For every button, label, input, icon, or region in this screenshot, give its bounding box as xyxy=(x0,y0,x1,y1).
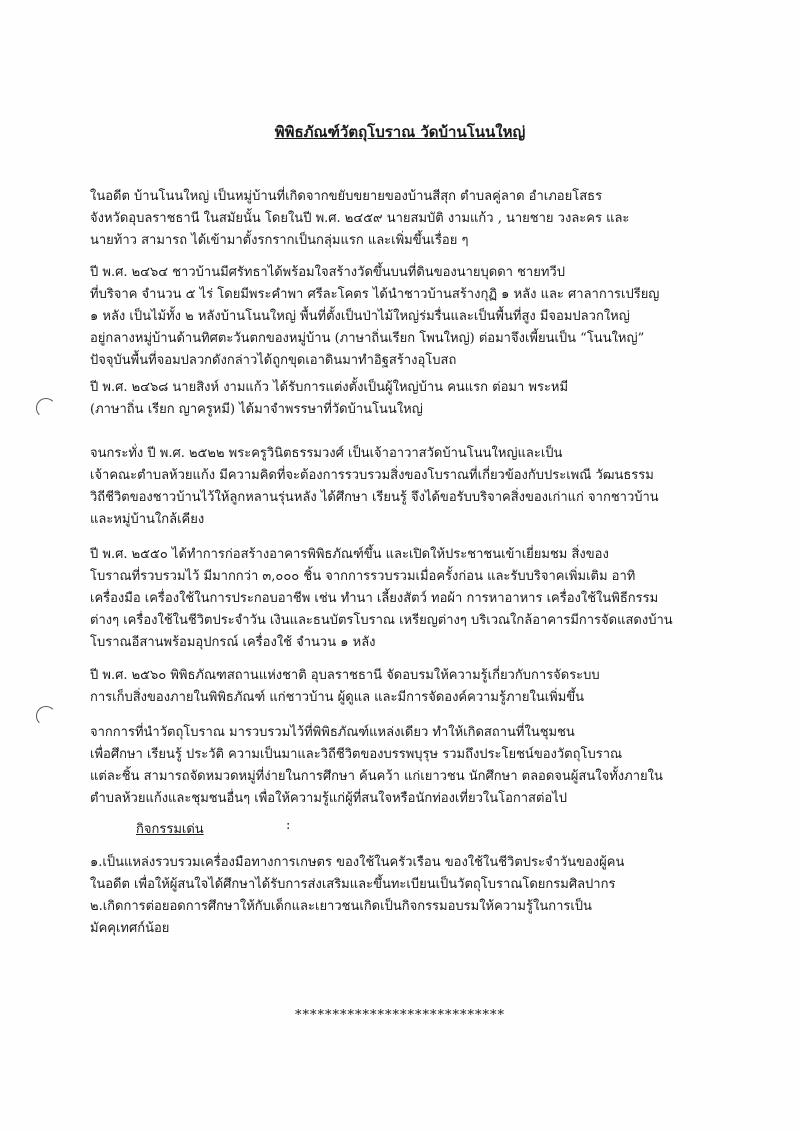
activities-heading: กิจกรรมเด่น xyxy=(136,822,204,837)
text-line: โบราณที่รวบรวมไว้ มีมากกว่า ๓,๐๐๐ ชิ้น จากการรวบรวมเมื่อครั้งก่อน และรับบริจาคเพิ่มเติม อาทิ xyxy=(90,569,636,584)
text-line: ในอดีต บ้านโนนใหญ่ เป็นหมู่บ้านที่เกิดจากขยับขยายของบ้านสีสุก ตำบลคู่ลาด อำเภอยโสธร xyxy=(90,189,603,204)
text-line: จากการที่นำวัตถุโบราณ มารวบรวมไว้ที่พิพิธภัณฑ์แหล่งเดียว ทำให้เกิดสถานที่ในชุมชน xyxy=(90,725,575,740)
text-line: และหมู่บ้านใกล้เคียง xyxy=(90,512,205,527)
paragraph-training xyxy=(90,665,730,709)
page-title xyxy=(0,120,800,144)
scan-mark-icon xyxy=(36,398,56,418)
text-line: เครื่องมือ เครื่องใช้ในการประกอบอาชีพ เช่น ทำนา เลี้ยงสัตว์ ทอผ้า การหาอาหาร เครื่องใช้ในพิธีกรรม xyxy=(90,591,659,606)
title-text: พิพิธภัณฑ์วัตถุโบราณ วัดบ้านโนนใหญ่ xyxy=(274,123,526,141)
footer-divider: **************************** xyxy=(295,1008,505,1023)
text-line: ปี พ.ศ. ๒๔๖๔ ชาวบ้านมีศรัทธาได้พร้อมใจสร้างวัดขึ้นบนที่ดินของนายบุดดา ชายทวีป xyxy=(90,265,565,280)
text-line: ที่บริจาค จำนวน ๕ ไร่ โดยมีพระคำพา ศรีละโคตร ได้นำชาวบ้านสร้างกุฏิ ๑ หลัง และ ศาลาการเปรียญ xyxy=(90,287,660,302)
paragraph-abbot xyxy=(90,443,730,531)
text-line: ๑ หลัง เป็นไม้ทั้ง ๒ หลังบ้านโนนใหญ่ พื้นที่ตั้งเป็นป่าไม้ใหญ่ร่มรื่นและเป็นพื้นที่สูง มีจอมปลวกใหญ่ xyxy=(90,309,630,324)
text-line: ต่างๆ เครื่องใช้ในชีวิตประจำวัน เงินและธนบัตรโบราณ เหรียญต่างๆ บริเวณใกล้อาคารมีการจัดแสดงบ้าน xyxy=(90,613,673,628)
text-line: แต่ละชิ้น สามารถจัดหมวดหมู่ที่ง่ายในการศึกษา ค้นคว้า แก่เยาวชน นักศึกษา ตลอดจนผู้สนใจทั้งภายใน xyxy=(90,769,663,784)
text-line: ๑.เป็นแหล่งรวบรวมเครื่องมือทางการเกษตร ของใช้ในครัวเรือน ของใช้ในชีวิตประจำวันของผู้คน xyxy=(90,855,625,870)
paragraph-museum-building xyxy=(90,544,730,654)
activity-item xyxy=(90,852,730,896)
text-line: จนกระทั่ง ปี พ.ศ. ๒๕๒๒ พระครูวินิตธรรมวงศ์ เป็นเจ้าอาวาสวัดบ้านโนนใหญ่และเป็น xyxy=(90,446,563,461)
text-line: วิถีชีวิตของชาวบ้านไว้ให้ลูกหลานรุ่นหลัง ได้ศึกษา เรียนรู้ จึงได้ขอรับบริจาคสิ่งของเก่าแก่ จากชาวบ้าน xyxy=(90,490,659,505)
activities-colon: : xyxy=(286,818,291,833)
text-line: ในอดีต เพื่อให้ผู้สนใจได้ศึกษาได้รับการส่งเสริมและขึ้นทะเบียนเป็นวัตถุโบราณโดยกรมศิลปากร xyxy=(90,877,616,892)
paragraph-village-head xyxy=(90,377,730,421)
text-line: อยู่กลางหมู่บ้านด้านทิศตะวันตกของหมู่บ้าน (ภาษาถิ่นเรียก โพนใหญ่) ต่อมาจึงเพี้ยนเป็น “โนนใหญ่” xyxy=(90,331,645,346)
text-line: เพื่อศึกษา เรียนรู้ ประวัติ ความเป็นมาและวิถีชีวิตของบรรพบุรุษ รวมถึงประโยชน์ของวัตถุโบราณ xyxy=(90,747,623,762)
text-line: มัคคุเทศก์น้อย xyxy=(90,921,170,936)
text-line: ตำบลห้วยแก้งและชุมชนอื่นๆ เพื่อให้ความรู้แก่ผู้ที่สนใจหรือนักท่องเที่ยวในโอกาสต่อไป xyxy=(90,791,568,806)
text-line: ๒.เกิดการต่อยอดการศึกษาให้กับเด็กและเยาวชนเกิดเป็นกิจกรรมอบรมให้ความรู้ในการเป็น xyxy=(90,899,592,914)
text-line: นายท้าว สามารถ ได้เข้ามาตั้งรกรากเป็นกลุ่มแรก และเพิ่มขึ้นเรื่อย ๆ xyxy=(90,233,469,248)
activity-item xyxy=(90,896,730,940)
text-line: จังหวัดอุบลราชธานี ในสมัยนั้น โดยในปี พ.ศ. ๒๔๕๙ นายสมบัติ งามแก้ว , นายชาย วงละคร และ xyxy=(90,211,630,226)
text-line: ปี พ.ศ. ๒๔๖๘ นายสิงห์ งามแก้ว ได้รับการแต่งตั้งเป็นผู้ใหญ่บ้าน คนแรก ต่อมา พระหมี xyxy=(90,380,569,395)
text-line: โบราณอีสานพร้อมอุปกรณ์ เครื่องใช้ จำนวน ๑ หลัง xyxy=(90,635,376,650)
text-line: ปัจจุบันพื้นที่จอมปลวกดังกล่าวได้ถูกขุดเอาดินมาทำอิฐสร้างอุโบสถ xyxy=(90,353,457,368)
paragraph-temple-founding xyxy=(90,262,730,372)
text-line: เจ้าคณะตำบลห้วยแก้ง มีความคิดที่จะต้องการรวบรวมสิ่งของโบราณที่เกี่ยวข้องกับประเพณี วัฒนธรรม xyxy=(90,468,654,483)
text-line: ปี พ.ศ. ๒๕๕๐ ได้ทำการก่อสร้างอาคารพิพิธภัณฑ์ขึ้น และเปิดให้ประชาชนเข้าเยี่ยมชม สิ่งของ xyxy=(90,547,609,562)
paragraph-benefits xyxy=(90,722,730,810)
paragraph-history xyxy=(90,186,730,252)
text-line: (ภาษาถิ่น เรียก ญาครูหมี) ได้มาจำพรรษาที่วัดบ้านโนนใหญ่ xyxy=(90,402,423,417)
text-line: การเก็บสิ่งของภายในพิพิธภัณฑ์ แก่ชาวบ้าน ผู้ดูแล และมีการจัดองค์ความรู้ภายในเพิ่มขึ้น xyxy=(90,690,585,705)
scan-mark-icon xyxy=(36,706,56,726)
text-line: ปี พ.ศ. ๒๕๖๐ พิพิธภัณฑสถานแห่งชาติ อุบลราชธานี จัดอบรมให้ความรู้เกี่ยวกับการจัดระบบ xyxy=(90,668,600,683)
